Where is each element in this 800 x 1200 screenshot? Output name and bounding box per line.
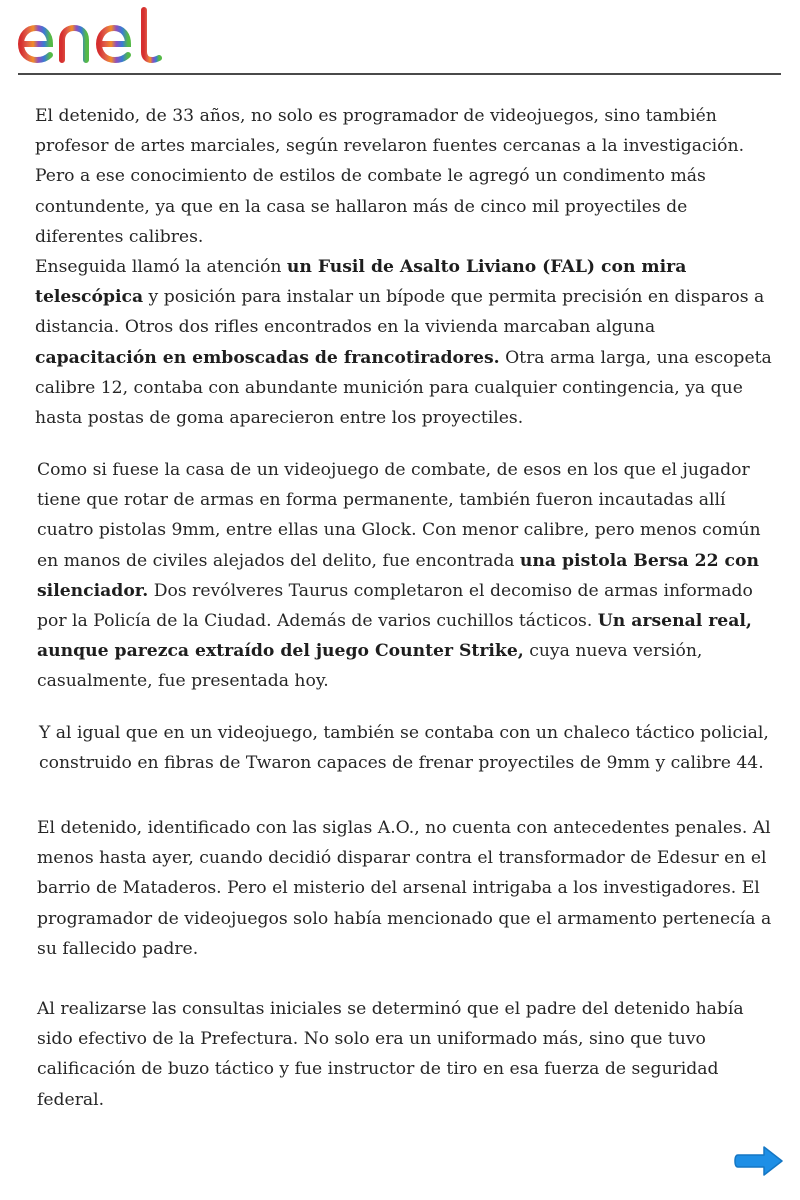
text-segment: Al realizarse las consultas iniciales se determinó que el padre del detenido había sido efectivo de la Prefectura. No solo era un uniformado más, sino que tuvo calificación de buzo táctico y fue instructor de tiro en esa fuerza de seguridad federal. <box>37 999 744 1110</box>
text-segment: Otra arma larga, una escopeta calibre 12, contaba con abundante munición para cualquier contingencia, ya que hasta postas de goma aparecieron entre los proyectiles. <box>35 347 772 429</box>
article-paragraph-4 <box>39 718 779 778</box>
bold-text-segment: una pistola Bersa 22 con silenciador. <box>37 550 759 601</box>
bold-text-segment: un Fusil de Asalto Liviano (FAL) con mira telescópica <box>35 257 687 308</box>
text-segment: Y al igual que en un videojuego, también se contaba con un chaleco táctico policial, construido en fibras de Twaron capaces de frenar proyectiles de 9mm y calibre 44. <box>39 723 769 774</box>
text-segment: Enseguida llamó la atención <box>35 257 287 277</box>
article-paragraph-2 <box>35 252 775 433</box>
article-paragraph-6 <box>37 994 777 1115</box>
text-segment: Dos revólveres Taurus completaron el decomiso de armas informado por la Policía de la Ciudad. Además de varios cuchillos tácticos. <box>37 580 753 632</box>
article-paragraph-1 <box>35 101 775 252</box>
enel-logo[interactable] <box>16 6 180 68</box>
next-page-button[interactable] <box>734 1143 786 1179</box>
text-segment: y posición para instalar un bípode que permita precisión en disparos a distancia. Otros dos rifles encontrados en la vivienda marcaban alguna <box>35 287 765 338</box>
article-paragraph-3 <box>37 455 777 697</box>
article-paragraph-5 <box>37 813 777 964</box>
bold-text-segment: Un arsenal real, aunque parezca extraído del juego Counter Strike, <box>37 611 752 662</box>
site-header <box>0 0 800 76</box>
text-segment: El detenido, identificado con las siglas A.O., no cuenta con antecedentes penales. Al menos hasta ayer, cuando decidió disparar contra el transformador de Edesur en el barrio de Mataderos. Pero el misterio del arsenal intrigaba a los investigadores. El programador de videojuegos solo había mencionado que el armamento pertenecía a su fallecido padre. <box>37 818 772 959</box>
header-divider <box>18 73 781 75</box>
text-segment: cuya nueva versión, casualmente, fue presentada hoy. <box>37 641 703 692</box>
arrow-right-icon <box>735 1147 782 1175</box>
bold-text-segment: capacitación en emboscadas de francotiradores. <box>35 347 500 368</box>
text-segment: Como si fuese la casa de un videojuego de combate, de esos en los que el jugador tiene que rotar de armas en forma permanente, también fueron incautadas allí cuatro pistolas 9mm, entre ellas una Glock. Con menor calibre, pero menos común en manos de civiles alejados del delito, fue encontrada <box>37 460 761 571</box>
text-segment: El detenido, de 33 años, no solo es programador de videojuegos, sino también profesor de artes marciales, según revelaron fuentes cercanas a la investigación. Pero a ese conocimiento de estilos de combate le agregó un condimento más contundente, ya que en la casa se hallaron más de cinco mil proyectiles de diferentes calibres. <box>35 106 745 247</box>
